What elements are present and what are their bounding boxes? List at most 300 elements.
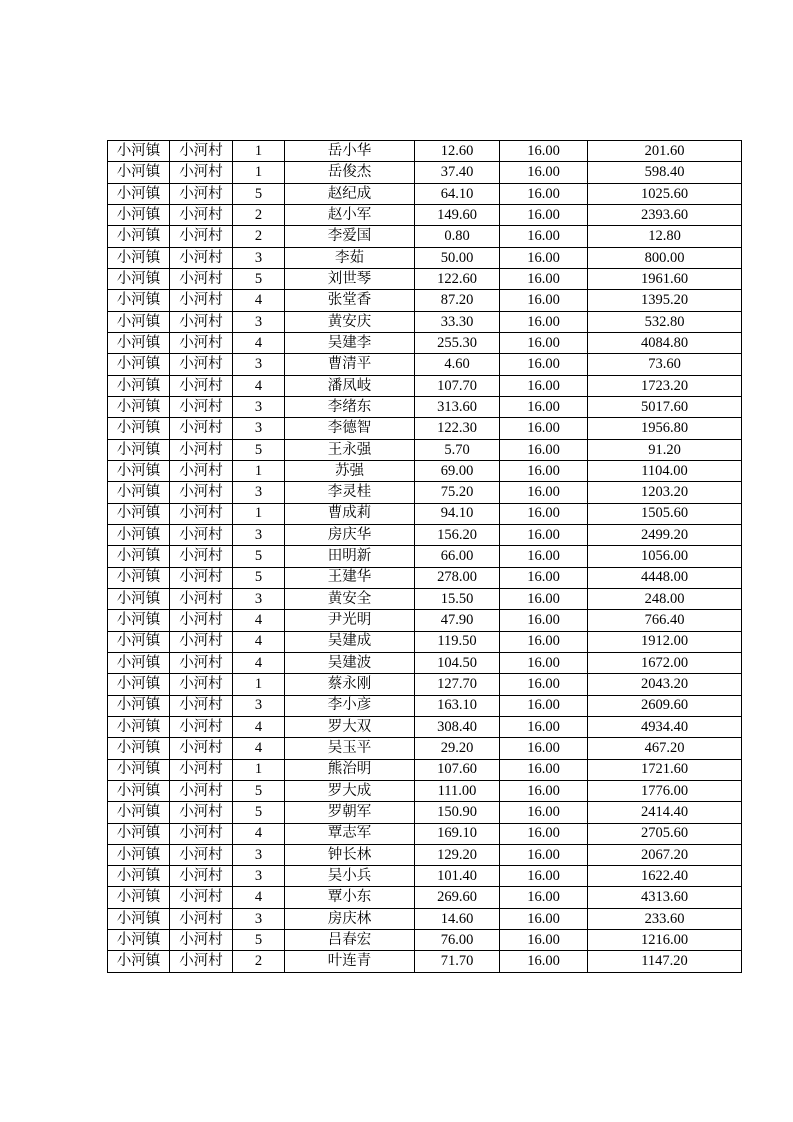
table-row	[108, 695, 742, 716]
cell-unit-price: 16.00	[500, 524, 588, 545]
cell-quantity: 163.10	[415, 695, 500, 716]
cell-amount: 1961.60	[588, 268, 742, 289]
cell-quantity: 129.20	[415, 844, 500, 865]
cell-unit-price: 16.00	[500, 738, 588, 759]
cell-quantity: 50.00	[415, 247, 500, 268]
cell-name: 吴建波	[285, 652, 415, 673]
table-row	[108, 780, 742, 801]
cell-unit-price: 16.00	[500, 802, 588, 823]
table-row	[108, 674, 742, 695]
cell-town: 小河镇	[108, 354, 170, 375]
cell-town: 小河镇	[108, 375, 170, 396]
cell-village: 小河村	[170, 652, 233, 673]
cell-unit-price: 16.00	[500, 162, 588, 183]
cell-quantity: 87.20	[415, 290, 500, 311]
cell-group-number: 2	[233, 226, 285, 247]
cell-name: 曹成莉	[285, 503, 415, 524]
cell-town: 小河镇	[108, 162, 170, 183]
cell-unit-price: 16.00	[500, 759, 588, 780]
cell-unit-price: 16.00	[500, 482, 588, 503]
cell-unit-price: 16.00	[500, 908, 588, 929]
cell-quantity: 255.30	[415, 332, 500, 353]
cell-village: 小河村	[170, 588, 233, 609]
table-row	[108, 226, 742, 247]
cell-group-number: 4	[233, 375, 285, 396]
cell-town: 小河镇	[108, 908, 170, 929]
table-row	[108, 802, 742, 823]
cell-group-number: 4	[233, 631, 285, 652]
cell-unit-price: 16.00	[500, 652, 588, 673]
cell-name: 钟长林	[285, 844, 415, 865]
table-row	[108, 631, 742, 652]
cell-unit-price: 16.00	[500, 268, 588, 289]
cell-town: 小河镇	[108, 226, 170, 247]
cell-town: 小河镇	[108, 866, 170, 887]
cell-village: 小河村	[170, 844, 233, 865]
cell-quantity: 107.60	[415, 759, 500, 780]
cell-quantity: 47.90	[415, 610, 500, 631]
cell-name: 尹光明	[285, 610, 415, 631]
cell-name: 赵纪成	[285, 183, 415, 204]
cell-group-number: 3	[233, 311, 285, 332]
cell-name: 吴建李	[285, 332, 415, 353]
table-row	[108, 503, 742, 524]
cell-amount: 1672.00	[588, 652, 742, 673]
table-row	[108, 311, 742, 332]
cell-village: 小河村	[170, 695, 233, 716]
cell-group-number: 4	[233, 738, 285, 759]
cell-village: 小河村	[170, 354, 233, 375]
cell-town: 小河镇	[108, 802, 170, 823]
cell-name: 苏强	[285, 460, 415, 481]
cell-town: 小河镇	[108, 396, 170, 417]
cell-unit-price: 16.00	[500, 396, 588, 417]
cell-amount: 532.80	[588, 311, 742, 332]
cell-quantity: 278.00	[415, 567, 500, 588]
cell-unit-price: 16.00	[500, 930, 588, 951]
cell-village: 小河村	[170, 524, 233, 545]
cell-name: 蔡永刚	[285, 674, 415, 695]
cell-village: 小河村	[170, 802, 233, 823]
table-row	[108, 396, 742, 417]
cell-town: 小河镇	[108, 588, 170, 609]
cell-quantity: 76.00	[415, 930, 500, 951]
cell-unit-price: 16.00	[500, 332, 588, 353]
cell-name: 李爱国	[285, 226, 415, 247]
cell-unit-price: 16.00	[500, 354, 588, 375]
cell-quantity: 94.10	[415, 503, 500, 524]
cell-unit-price: 16.00	[500, 311, 588, 332]
cell-village: 小河村	[170, 567, 233, 588]
cell-amount: 12.80	[588, 226, 742, 247]
cell-town: 小河镇	[108, 332, 170, 353]
cell-unit-price: 16.00	[500, 375, 588, 396]
cell-quantity: 119.50	[415, 631, 500, 652]
cell-amount: 2414.40	[588, 802, 742, 823]
cell-quantity: 169.10	[415, 823, 500, 844]
table-row	[108, 418, 742, 439]
cell-quantity: 71.70	[415, 951, 500, 972]
cell-village: 小河村	[170, 780, 233, 801]
cell-quantity: 0.80	[415, 226, 500, 247]
cell-amount: 4084.80	[588, 332, 742, 353]
table-row	[108, 930, 742, 951]
cell-unit-price: 16.00	[500, 951, 588, 972]
cell-quantity: 69.00	[415, 460, 500, 481]
cell-town: 小河镇	[108, 695, 170, 716]
cell-name: 覃小东	[285, 887, 415, 908]
cell-name: 岳俊杰	[285, 162, 415, 183]
table-row	[108, 268, 742, 289]
cell-village: 小河村	[170, 546, 233, 567]
cell-amount: 4934.40	[588, 716, 742, 737]
cell-group-number: 3	[233, 354, 285, 375]
cell-group-number: 3	[233, 247, 285, 268]
cell-name: 吕春宏	[285, 930, 415, 951]
cell-village: 小河村	[170, 738, 233, 759]
cell-group-number: 1	[233, 460, 285, 481]
cell-amount: 467.20	[588, 738, 742, 759]
cell-amount: 1056.00	[588, 546, 742, 567]
cell-quantity: 111.00	[415, 780, 500, 801]
table-row	[108, 759, 742, 780]
cell-amount: 598.40	[588, 162, 742, 183]
cell-unit-price: 16.00	[500, 780, 588, 801]
cell-unit-price: 16.00	[500, 141, 588, 162]
cell-quantity: 104.50	[415, 652, 500, 673]
cell-village: 小河村	[170, 204, 233, 225]
cell-amount: 1723.20	[588, 375, 742, 396]
cell-town: 小河镇	[108, 716, 170, 737]
cell-name: 李茹	[285, 247, 415, 268]
cell-group-number: 4	[233, 290, 285, 311]
table-row	[108, 439, 742, 460]
cell-town: 小河镇	[108, 141, 170, 162]
table-row	[108, 738, 742, 759]
cell-group-number: 4	[233, 610, 285, 631]
cell-town: 小河镇	[108, 268, 170, 289]
cell-group-number: 5	[233, 183, 285, 204]
cell-town: 小河镇	[108, 780, 170, 801]
cell-town: 小河镇	[108, 482, 170, 503]
cell-name: 曹清平	[285, 354, 415, 375]
cell-unit-price: 16.00	[500, 460, 588, 481]
cell-name: 覃志军	[285, 823, 415, 844]
cell-name: 王建华	[285, 567, 415, 588]
cell-quantity: 127.70	[415, 674, 500, 695]
cell-name: 黄安全	[285, 588, 415, 609]
cell-name: 李小彦	[285, 695, 415, 716]
cell-unit-price: 16.00	[500, 716, 588, 737]
cell-name: 罗朝军	[285, 802, 415, 823]
cell-amount: 248.00	[588, 588, 742, 609]
table-row	[108, 887, 742, 908]
cell-group-number: 5	[233, 780, 285, 801]
cell-group-number: 2	[233, 951, 285, 972]
cell-village: 小河村	[170, 311, 233, 332]
cell-amount: 5017.60	[588, 396, 742, 417]
cell-quantity: 156.20	[415, 524, 500, 545]
cell-town: 小河镇	[108, 631, 170, 652]
cell-group-number: 5	[233, 439, 285, 460]
cell-town: 小河镇	[108, 460, 170, 481]
cell-town: 小河镇	[108, 546, 170, 567]
cell-group-number: 5	[233, 567, 285, 588]
table-row	[108, 247, 742, 268]
cell-village: 小河村	[170, 908, 233, 929]
cell-unit-price: 16.00	[500, 503, 588, 524]
cell-amount: 1505.60	[588, 503, 742, 524]
table-row	[108, 524, 742, 545]
table-row	[108, 567, 742, 588]
cell-name: 李绪东	[285, 396, 415, 417]
cell-amount: 1216.00	[588, 930, 742, 951]
cell-village: 小河村	[170, 439, 233, 460]
cell-unit-price: 16.00	[500, 695, 588, 716]
cell-quantity: 15.50	[415, 588, 500, 609]
cell-town: 小河镇	[108, 759, 170, 780]
cell-amount: 4448.00	[588, 567, 742, 588]
cell-amount: 4313.60	[588, 887, 742, 908]
cell-name: 张堂香	[285, 290, 415, 311]
cell-quantity: 313.60	[415, 396, 500, 417]
cell-group-number: 5	[233, 268, 285, 289]
cell-quantity: 66.00	[415, 546, 500, 567]
cell-town: 小河镇	[108, 439, 170, 460]
cell-unit-price: 16.00	[500, 823, 588, 844]
cell-quantity: 75.20	[415, 482, 500, 503]
cell-quantity: 107.70	[415, 375, 500, 396]
table-row	[108, 610, 742, 631]
cell-town: 小河镇	[108, 738, 170, 759]
cell-town: 小河镇	[108, 247, 170, 268]
cell-village: 小河村	[170, 610, 233, 631]
cell-unit-price: 16.00	[500, 204, 588, 225]
cell-village: 小河村	[170, 951, 233, 972]
cell-amount: 2067.20	[588, 844, 742, 865]
cell-unit-price: 16.00	[500, 610, 588, 631]
cell-quantity: 4.60	[415, 354, 500, 375]
table-row	[108, 823, 742, 844]
table-row	[108, 162, 742, 183]
cell-name: 吴小兵	[285, 866, 415, 887]
cell-group-number: 5	[233, 802, 285, 823]
cell-quantity: 122.60	[415, 268, 500, 289]
cell-village: 小河村	[170, 930, 233, 951]
cell-quantity: 14.60	[415, 908, 500, 929]
cell-village: 小河村	[170, 332, 233, 353]
cell-group-number: 1	[233, 162, 285, 183]
cell-group-number: 4	[233, 887, 285, 908]
cell-amount: 2043.20	[588, 674, 742, 695]
table-row	[108, 588, 742, 609]
cell-name: 熊治明	[285, 759, 415, 780]
cell-town: 小河镇	[108, 652, 170, 673]
cell-quantity: 269.60	[415, 887, 500, 908]
cell-town: 小河镇	[108, 204, 170, 225]
cell-group-number: 5	[233, 930, 285, 951]
cell-amount: 800.00	[588, 247, 742, 268]
cell-amount: 1203.20	[588, 482, 742, 503]
table-row	[108, 354, 742, 375]
cell-amount: 1147.20	[588, 951, 742, 972]
cell-name: 田明新	[285, 546, 415, 567]
cell-amount: 2499.20	[588, 524, 742, 545]
cell-group-number: 4	[233, 332, 285, 353]
table-row	[108, 290, 742, 311]
cell-unit-price: 16.00	[500, 226, 588, 247]
cell-group-number: 3	[233, 866, 285, 887]
cell-unit-price: 16.00	[500, 567, 588, 588]
cell-name: 岳小华	[285, 141, 415, 162]
cell-quantity: 149.60	[415, 204, 500, 225]
cell-amount: 201.60	[588, 141, 742, 162]
cell-village: 小河村	[170, 460, 233, 481]
cell-group-number: 4	[233, 823, 285, 844]
cell-town: 小河镇	[108, 311, 170, 332]
cell-group-number: 1	[233, 141, 285, 162]
cell-group-number: 5	[233, 546, 285, 567]
cell-village: 小河村	[170, 823, 233, 844]
cell-amount: 1395.20	[588, 290, 742, 311]
cell-amount: 1721.60	[588, 759, 742, 780]
cell-quantity: 122.30	[415, 418, 500, 439]
cell-group-number: 3	[233, 588, 285, 609]
cell-amount: 91.20	[588, 439, 742, 460]
cell-village: 小河村	[170, 759, 233, 780]
cell-group-number: 3	[233, 524, 285, 545]
cell-unit-price: 16.00	[500, 290, 588, 311]
cell-unit-price: 16.00	[500, 546, 588, 567]
cell-group-number: 1	[233, 503, 285, 524]
cell-town: 小河镇	[108, 610, 170, 631]
cell-group-number: 3	[233, 482, 285, 503]
cell-unit-price: 16.00	[500, 439, 588, 460]
table-row	[108, 546, 742, 567]
cell-name: 王永强	[285, 439, 415, 460]
cell-name: 黄安庆	[285, 311, 415, 332]
cell-town: 小河镇	[108, 951, 170, 972]
table-row	[108, 716, 742, 737]
cell-quantity: 308.40	[415, 716, 500, 737]
table-row	[108, 204, 742, 225]
cell-village: 小河村	[170, 162, 233, 183]
table-row	[108, 141, 742, 162]
cell-town: 小河镇	[108, 823, 170, 844]
cell-town: 小河镇	[108, 887, 170, 908]
cell-name: 叶连青	[285, 951, 415, 972]
cell-name: 李灵桂	[285, 482, 415, 503]
cell-unit-price: 16.00	[500, 183, 588, 204]
cell-village: 小河村	[170, 247, 233, 268]
cell-name: 房庆华	[285, 524, 415, 545]
cell-name: 房庆林	[285, 908, 415, 929]
cell-name: 罗大双	[285, 716, 415, 737]
cell-amount: 2705.60	[588, 823, 742, 844]
table-row	[108, 908, 742, 929]
cell-amount: 1025.60	[588, 183, 742, 204]
cell-amount: 1622.40	[588, 866, 742, 887]
cell-group-number: 3	[233, 418, 285, 439]
cell-group-number: 3	[233, 695, 285, 716]
cell-unit-price: 16.00	[500, 844, 588, 865]
cell-amount: 1912.00	[588, 631, 742, 652]
cell-village: 小河村	[170, 375, 233, 396]
cell-unit-price: 16.00	[500, 588, 588, 609]
table-row	[108, 460, 742, 481]
payment-table	[107, 140, 742, 973]
cell-name: 罗大成	[285, 780, 415, 801]
table-row	[108, 375, 742, 396]
cell-village: 小河村	[170, 503, 233, 524]
cell-village: 小河村	[170, 396, 233, 417]
cell-quantity: 33.30	[415, 311, 500, 332]
cell-unit-price: 16.00	[500, 418, 588, 439]
cell-village: 小河村	[170, 674, 233, 695]
cell-group-number: 3	[233, 396, 285, 417]
cell-name: 潘凤岐	[285, 375, 415, 396]
cell-quantity: 12.60	[415, 141, 500, 162]
table-row	[108, 866, 742, 887]
cell-town: 小河镇	[108, 183, 170, 204]
cell-quantity: 29.20	[415, 738, 500, 759]
cell-village: 小河村	[170, 183, 233, 204]
cell-unit-price: 16.00	[500, 631, 588, 652]
cell-village: 小河村	[170, 716, 233, 737]
cell-village: 小河村	[170, 418, 233, 439]
cell-quantity: 5.70	[415, 439, 500, 460]
cell-quantity: 64.10	[415, 183, 500, 204]
cell-village: 小河村	[170, 226, 233, 247]
cell-town: 小河镇	[108, 418, 170, 439]
cell-amount: 2393.60	[588, 204, 742, 225]
cell-group-number: 2	[233, 204, 285, 225]
cell-village: 小河村	[170, 482, 233, 503]
cell-town: 小河镇	[108, 930, 170, 951]
cell-amount: 233.60	[588, 908, 742, 929]
cell-unit-price: 16.00	[500, 674, 588, 695]
cell-group-number: 1	[233, 759, 285, 780]
table-row	[108, 183, 742, 204]
cell-group-number: 3	[233, 844, 285, 865]
cell-name: 赵小军	[285, 204, 415, 225]
cell-amount: 1956.80	[588, 418, 742, 439]
table-body	[108, 141, 742, 973]
table-row	[108, 951, 742, 972]
cell-unit-price: 16.00	[500, 866, 588, 887]
cell-village: 小河村	[170, 141, 233, 162]
table-row	[108, 482, 742, 503]
cell-amount: 2609.60	[588, 695, 742, 716]
cell-amount: 1776.00	[588, 780, 742, 801]
cell-name: 李德智	[285, 418, 415, 439]
table-row	[108, 652, 742, 673]
cell-group-number: 1	[233, 674, 285, 695]
cell-village: 小河村	[170, 887, 233, 908]
cell-quantity: 101.40	[415, 866, 500, 887]
cell-group-number: 3	[233, 908, 285, 929]
cell-town: 小河镇	[108, 503, 170, 524]
cell-name: 刘世琴	[285, 268, 415, 289]
cell-village: 小河村	[170, 866, 233, 887]
table-row	[108, 332, 742, 353]
cell-amount: 766.40	[588, 610, 742, 631]
cell-unit-price: 16.00	[500, 247, 588, 268]
cell-name: 吴建成	[285, 631, 415, 652]
cell-village: 小河村	[170, 290, 233, 311]
cell-village: 小河村	[170, 631, 233, 652]
cell-town: 小河镇	[108, 844, 170, 865]
